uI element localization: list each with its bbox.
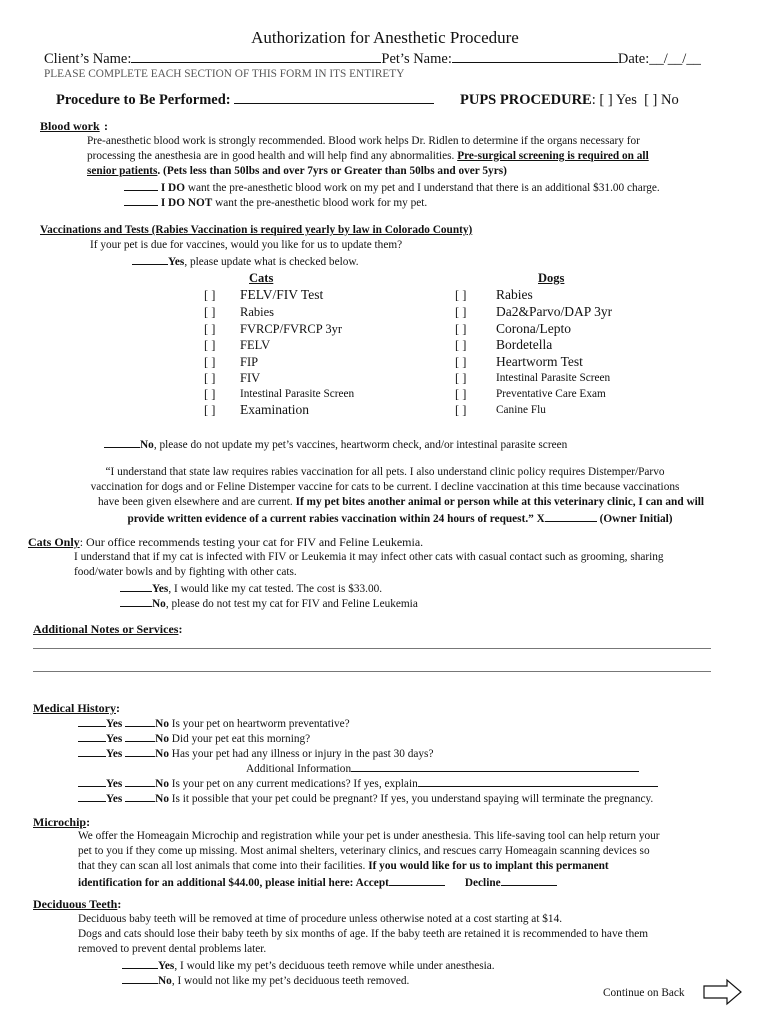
- dogs-vaccine-label: Bordetella: [496, 337, 553, 352]
- pet-name-label: Pet’s Name:: [381, 51, 452, 67]
- cats-only-row: Cats Only: Our office recommends testing your cat for FIV and Feline Leukemia.: [28, 535, 424, 549]
- medical-heading: Medical History: [33, 701, 116, 715]
- additional-info-blank[interactable]: [351, 760, 639, 772]
- date-label: Date:: [617, 51, 650, 67]
- medical-question: Is it possible that your pet could be pregnant? If yes, you understand spaying will terminate the pregnancy.: [168, 793, 654, 805]
- cats-checkbox-3[interactable]: [ ]: [204, 322, 216, 336]
- medical-no-label: No: [155, 748, 169, 760]
- vaccines-question: If your pet is due for vaccines, would you like for us to update them?: [90, 239, 403, 251]
- cats-vaccine-label: FIP: [240, 355, 259, 369]
- statement-line4: provide written evidence of a current rabies vaccination within 24 hours of request.” X (Owner Initial): [0, 510, 770, 526]
- medical-yes-blank[interactable]: [78, 775, 106, 787]
- microchip-heading-row: Microchip:: [33, 815, 91, 829]
- bloodwork-option-donot: I DO NOT want the pre-anesthetic blood work for my pet.: [124, 194, 427, 210]
- medical-no-label: No: [155, 778, 169, 790]
- pups-yes-checkbox[interactable]: [ ] Yes: [599, 92, 637, 108]
- deciduous-yes-row: Yes, I would like my pet’s deciduous teeth remove while under anesthesia.: [122, 957, 495, 973]
- statement-line1: “I understand that state law requires rabies vaccination for all pets. I also understand clinic policy requires Distemper/Parvo: [105, 466, 665, 478]
- medical-additional-row: Additional Information: [246, 760, 639, 776]
- cats-checkbox-6[interactable]: [ ]: [204, 371, 216, 385]
- pups-no-checkbox[interactable]: [ ] No: [644, 92, 679, 108]
- dogs-vaccine-label: Canine Flu: [496, 404, 546, 416]
- dogs-checkbox-6[interactable]: [ ]: [455, 371, 467, 385]
- vaccines-no-row: No, please do not update my pet’s vaccines, heartworm check, and/or intestinal parasite screen: [104, 436, 567, 452]
- cats-vaccine-label: FELV/FIV Test: [240, 287, 324, 302]
- microchip-line1: We offer the Homeagain Microchip and registration while your pet is under anesthesia. This life-saving tool can help return your: [78, 830, 660, 842]
- pet-name-field[interactable]: [452, 51, 618, 63]
- cats-vaccine-label: FIV: [240, 371, 261, 385]
- vaccines-no-blank[interactable]: [104, 436, 140, 448]
- dogs-vaccine-label: Rabies: [496, 287, 533, 302]
- bloodwork-donot-blank[interactable]: [124, 194, 158, 206]
- cats-checkbox-7[interactable]: [ ]: [204, 387, 216, 401]
- medical-question: Is your pet on any current medications? If yes, explain: [168, 778, 418, 790]
- medical-q5-row: [78, 790, 653, 806]
- cats-checkbox-2[interactable]: [ ]: [204, 305, 216, 319]
- medical-q1-row: [78, 715, 350, 731]
- cats-checkbox-5[interactable]: [ ]: [204, 355, 216, 369]
- cats-vaccine-label: Rabies: [240, 305, 275, 319]
- cats-heading: Cats: [249, 271, 274, 285]
- medical-q3-row: [78, 745, 433, 761]
- dogs-checkbox-8[interactable]: [ ]: [455, 403, 467, 417]
- microchip-line4: identification for an additional $44.00, please initial here: Accept Decline: [78, 874, 557, 890]
- vaccines-yes-blank[interactable]: [132, 253, 168, 265]
- cats-vaccine-label: Examination: [240, 402, 309, 417]
- dogs-vaccine-label: Da2&Parvo/DAP 3yr: [496, 304, 613, 319]
- deciduous-heading-row: Deciduous Teeth:: [33, 897, 122, 911]
- procedure-field[interactable]: [234, 92, 434, 104]
- statement-line3: have been given elsewhere and are current. If my pet bites another animal or person while at this veterinary clinic, I can and will: [97, 496, 705, 508]
- dogs-vaccine-label: Preventative Care Exam: [496, 388, 606, 400]
- date-field[interactable]: __/__/__: [649, 51, 701, 67]
- medical-yes-label: Yes: [106, 718, 123, 730]
- procedure-label: Procedure to Be Performed: [56, 92, 226, 108]
- medical-yes-blank[interactable]: [78, 790, 106, 802]
- client-name-label: Client’s Name:: [44, 51, 132, 67]
- notes-heading-row: Additional Notes or Services:: [33, 622, 183, 636]
- vaccines-heading: Vaccinations and Tests (Rabies Vaccination is required yearly by law in Colorado County): [40, 224, 473, 236]
- cats-vaccine-label: FELV: [240, 338, 271, 352]
- dogs-checkbox-5[interactable]: [ ]: [455, 355, 467, 369]
- bloodwork-heading: Blood work: [40, 119, 100, 133]
- instruction-text: PLEASE COMPLETE EACH SECTION OF THIS FORM IN ITS ENTIRETY: [44, 68, 405, 80]
- medical-no-label: No: [155, 718, 169, 730]
- pups-label: PUPS PROCEDURE: [460, 92, 592, 108]
- medical-no-blank[interactable]: [125, 745, 155, 757]
- cats-checkbox-4[interactable]: [ ]: [204, 338, 216, 352]
- vaccines-yes-row: Yes, please update what is checked below.: [132, 253, 359, 269]
- microchip-line2: pet to you if they come up missing. Most animal shelters, veterinary clinics, and rescues carry Homeagain scanning devices so: [78, 845, 650, 857]
- procedure-row: Procedure to Be Performed:: [56, 91, 434, 109]
- cats-only-no-blank[interactable]: [120, 595, 152, 607]
- deciduous-line3: removed to prevent dental problems later.: [78, 943, 267, 955]
- bloodwork-line3: senior patients. (Pets less than 50lbs and over 7yrs or Greater than 50lbs and over 5yrs): [87, 165, 507, 177]
- deciduous-line1: Deciduous baby teeth will be removed at time of procedure unless otherwise noted at a cost starting at $14.: [78, 913, 563, 925]
- cats-only-no-row: No, please do not test my cat for FIV and Feline Leukemia: [120, 595, 418, 611]
- bloodwork-line2: processing the anesthesia are in good health and will help find any abnormalities. Pre-surgical screening is required on all: [87, 150, 649, 162]
- medical-yes-label: Yes: [106, 778, 123, 790]
- medical-no-blank[interactable]: [125, 730, 155, 742]
- cats-only-yes-blank[interactable]: [120, 580, 152, 592]
- microchip-heading: Microchip: [33, 815, 87, 829]
- dogs-checkbox-3[interactable]: [ ]: [455, 322, 467, 336]
- cats-only-line2: I understand that if my cat is infected with FIV or Leukemia it may infect other cats with casual contact such as grooming, sharing: [74, 551, 664, 563]
- client-name-field[interactable]: [131, 51, 381, 63]
- medical-heading-row: Medical History:: [33, 701, 120, 715]
- medical-q4-row: [78, 775, 658, 791]
- pups-row: PUPS PROCEDURE: [ ] Yes [ ] No: [460, 92, 679, 108]
- dogs-vaccine-label: Intestinal Parasite Screen: [496, 372, 611, 384]
- bloodwork-line1: Pre-anesthetic blood work is strongly recommended. Blood work helps Dr. Ridlen to determine if the organs necessary for: [87, 135, 640, 147]
- bloodwork-option-do: I DO want the pre-anesthetic blood work on my pet and I understand that there is an additional $31.00 charge.: [124, 179, 660, 195]
- dogs-heading: Dogs: [538, 271, 565, 285]
- continue-on-back: Continue on Back: [603, 987, 685, 999]
- client-name-row: [44, 50, 701, 68]
- dogs-vaccine-label: Corona/Lepto: [496, 321, 571, 336]
- notes-line-2[interactable]: [33, 671, 711, 672]
- cats-vaccine-label: Intestinal Parasite Screen: [240, 388, 355, 400]
- form-title: Authorization for Anesthetic Procedure: [251, 28, 519, 47]
- medical-no-blank[interactable]: [125, 715, 155, 727]
- statement-line2: vaccination for dogs and or Feline Distemper vaccine for cats to be current. I decline vaccination at this time because vaccinations: [90, 481, 680, 493]
- medical-question: Did your pet eat this morning?: [168, 733, 311, 745]
- medical-question: Is your pet on heartworm preventative?: [168, 718, 350, 730]
- medical-yes-label: Yes: [106, 793, 123, 805]
- deciduous-line2: Dogs and cats should lose their baby teeth by six months of age. If the baby teeth are retained it is recommended to have them: [78, 928, 649, 940]
- medical-no-label: No: [155, 733, 169, 745]
- microchip-line3: that they can scan all lost animals that come into their facilities. If you would like for us to implant this permanent: [78, 860, 609, 872]
- cats-only-line3: food/water bowls and by fighting with other cats.: [74, 566, 297, 578]
- dogs-checkbox-7[interactable]: [ ]: [455, 387, 467, 401]
- medical-no-blank[interactable]: [125, 790, 155, 802]
- deciduous-no-blank[interactable]: [122, 972, 158, 984]
- medical-no-label: No: [155, 793, 169, 805]
- notes-line-1[interactable]: [33, 648, 711, 649]
- dogs-checkbox-4[interactable]: [ ]: [455, 338, 467, 352]
- owner-initial-blank[interactable]: [545, 510, 597, 522]
- notes-heading: Additional Notes or Services: [33, 622, 179, 636]
- medical-yes-blank[interactable]: [78, 715, 106, 727]
- bloodwork-colon: :: [104, 119, 108, 133]
- deciduous-no-row: No, I would not like my pet’s deciduous teeth removed.: [122, 972, 409, 988]
- medical-question: Has your pet had any illness or injury in the past 30 days?: [168, 748, 434, 760]
- medications-explain-blank[interactable]: [418, 775, 658, 787]
- microchip-accept-blank[interactable]: [389, 874, 445, 886]
- medical-yes-blank[interactable]: [78, 745, 106, 757]
- medical-yes-label: Yes: [106, 733, 123, 745]
- medical-no-blank[interactable]: [125, 775, 155, 787]
- cats-only-heading: Cats Only: [28, 535, 80, 549]
- microchip-decline-blank[interactable]: [501, 874, 557, 886]
- bloodwork-do-blank[interactable]: [124, 179, 158, 191]
- dogs-checkbox-2[interactable]: [ ]: [455, 305, 467, 319]
- cats-checkbox-1[interactable]: [ ]: [204, 288, 216, 302]
- dogs-checkbox-1[interactable]: [ ]: [455, 288, 467, 302]
- cats-checkbox-8[interactable]: [ ]: [204, 403, 216, 417]
- medical-q2-row: [78, 730, 310, 746]
- medical-yes-blank[interactable]: [78, 730, 106, 742]
- cats-only-yes-row: Yes, I would like my cat tested. The cost is $33.00.: [120, 580, 382, 596]
- deciduous-yes-blank[interactable]: [122, 957, 158, 969]
- medical-yes-label: Yes: [106, 748, 123, 760]
- deciduous-heading: Deciduous Teeth: [33, 897, 118, 911]
- dogs-vaccine-label: Heartworm Test: [496, 354, 583, 369]
- cats-vaccine-label: FVRCP/FVRCP 3yr: [240, 322, 343, 336]
- arrow-right-icon: [703, 978, 743, 1006]
